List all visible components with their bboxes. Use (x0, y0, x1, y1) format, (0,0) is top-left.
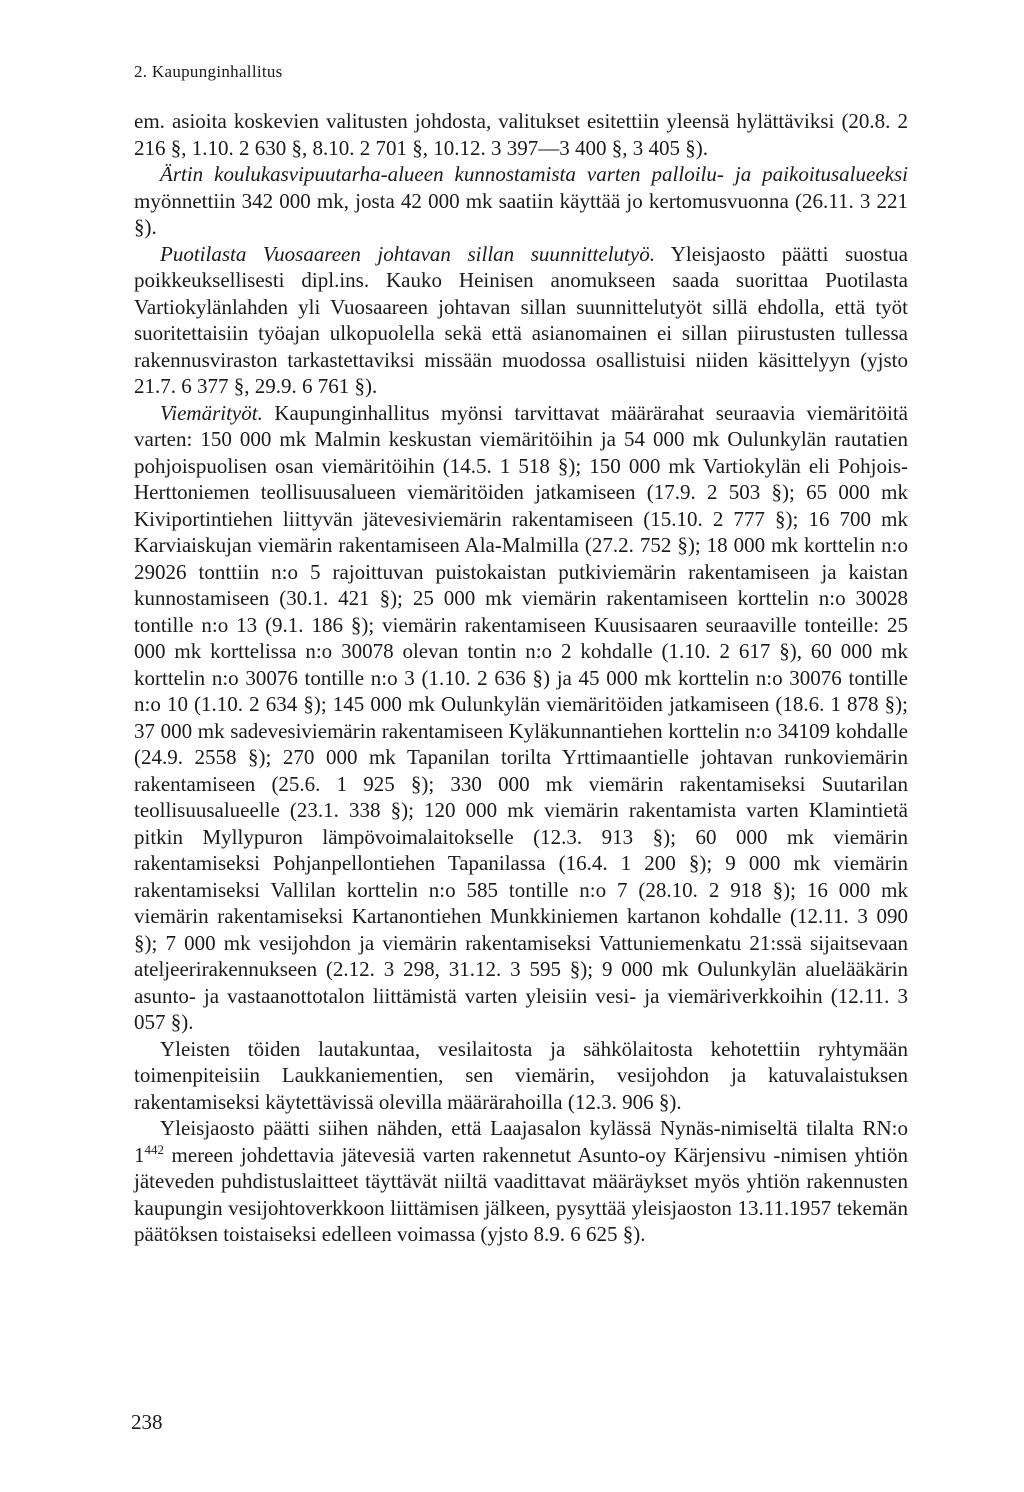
paragraph-laajasalo-wastewater (134, 1115, 908, 1248)
paragraph-laukkaniementie (134, 1036, 908, 1116)
paragraph-text: Kaupunginhallitus myönsi tarvittavat määrärahat seuraavia viemäritöitä varten: 150 000 mk Malmin keskustan viemäritöihin ja 54 000 mk Oulunkylän rautatien pohjoispuolisen osan viemäritöihin (14.5. 1 518 §); 150 000 mk Vartiokylän eli Pohjois-Herttoniemen teollisuusalueen viemäritöiden jatkamiseen (17.9. 2 503 §); 65 000 mk Kiviportintiehen liittyvän jätevesiviemärin rakentamiseen (15.10. 2 777 §); 16 700 mk Karviaiskujan viemärin rakentamiseen Ala-Malmilla (27.2. 752 §); 18 000 mk korttelin n:o 29026 tonttiin n:o 5 rajoittuvan puistokaistan putkiviemärin rakentamiseen ja kaistan kunnostamiseen (30.1. 421 §); 25 000 mk viemärin rakentamiseen korttelin n:o 30028 tontille n:o 13 (9.1. 186 §); viemärin rakentamiseen Kuusisaaren seuraaville tonteille: 25 000 mk korttelissa n:o 30078 olevan tontin n:o 2 kohdalle (1.10. 2 617 §), 60 000 mk korttelin n:o 30076 tontille n:o 3 (1.10. 2 636 §) ja 45 000 mk korttelin n:o 30076 tontille n:o 10 (1.10. 2 634 §); 145 000 mk Oulunkylän viemäritöiden jatkamiseen (18.6. 1 878 §); 37 000 mk sadevesiviemärin rakentamiseen Kyläkunnantiehen korttelin n:o 34109 kohdalle (24.9. 2558 §); 270 000 mk Tapanilan torilta Yrttimaantielle johtavan runkoviemärin rakentamiseen (25.6. 1 925 §); 330 000 mk viemärin rakentamiseksi Suutarilan teollisuusalueelle (23.1. 338 §); 120 000 mk viemärin rakentamista varten Klamintietä pitkin Myllypuron lämpövoimalaitokselle (12.3. 913 §); 60 000 mk viemärin rakentamiseksi Pohjanpellontiehen Tapanilassa (16.4. 1 200 §); 9 000 mk viemärin rakentamiseksi Vallilan korttelin n:o 585 tontille n:o 7 (28.10. 2 918 §); 16 000 mk viemärin rakentamiseksi Kartanontiehen Munkkiniemen kartanon kohdalle (12.11. 3 090 §); 7 000 mk vesijohdon ja viemärin rakentamiseksi Vattuniemenkatu 21:ssä sijaitsevaan ateljeerirakennukseen (2.12. 3 298, 31.12. 3 595 §); 9 000 mk Oulunkylän aluelääkärin asunto- ja vastaanottotalon liittämistä varten yleisiin vesi- ja viemäriverkkoihin (12.11. 3 057 §). (134, 400, 908, 1034)
paragraph-text: em. asioita koskevien valitusten johdosta, valitukset esitettiin yleensä hylättäviksi (20.8. 2 216 §, 1.10. 2 630 §, 8.10. 2 701 §, 10.12. 3 397—3 400 §, 3 405 §). (134, 109, 908, 160)
page-number: 238 (131, 1410, 163, 1434)
body-text (134, 108, 908, 1248)
paragraph-sewer-works (134, 400, 908, 1036)
paragraph-text: myönnettiin 342 000 mk, josta 42 000 mk saatiin käyttää jo kertomusvuonna (26.11. 3 221 §). (134, 188, 908, 239)
paragraph-appeals (134, 108, 908, 161)
paragraph-heading: Ärtin koulukasvipuutarha-alueen kunnostamista varten palloilu- ja paikoitusalueeksi (160, 162, 908, 186)
running-head: 2. Kaupunginhallitus (134, 62, 283, 81)
paragraph-bridge-design (134, 241, 908, 400)
paragraph-text: Yleisjaosto päätti suostua poikkeuksellisesti dipl.ins. Kauko Heinisen anomukseen saada suorittaa Puotilasta Vartiokylänlahden yli Vuosaareen johtavan sillan suunnittelutyöt sillä ehdolla, että työt suoritettaisiin työajan ulkopuolella sekä että asianomainen ei sillan piirustusten tullessa rakennusviraston tarkastettaviksi missään muodossa osallistuisi niiden käsittelyyn (yjsto 21.7. 6 377 §, 29.9. 6 761 §). (134, 241, 908, 398)
paragraph-text: Yleisten töiden lautakuntaa, vesilaitosta ja sähkölaitosta kehotettiin ryhtymään toimenpiteisiin Laukkaniementien, sen viemärin, vesijohdon ja katuvalaistuksen rakentamiseksi käytettävissä olevilla määrärahoilla (12.3. 906 §). (134, 1036, 908, 1114)
paragraph-text-before: Yleisjaosto päätti siihen nähden, että Laajasalon kylässä Nynäs-nimiseltä tilalta RN:o 1 (134, 1116, 908, 1167)
paragraph-heading: Viemärityöt. (160, 400, 263, 425)
paragraph-superscript: 442 (144, 1141, 164, 1157)
paragraph-arti-playground (134, 161, 908, 241)
paragraph-text-after: mereen johdettavia jätevesiä varten rakennetut Asunto-oy Kärjensivu -nimisen yhtiön jäteveden puhdistuslaitteet täyttävät niiltä vaadittavat määräykset myös yhtiön rakennusten kaupungin vesijohtoverkkoon liittämisen jälkeen, pysyttää yleisjaoston 13.11.1957 tekemän päätöksen toistaiseksi edelleen voimassa (yjsto 8.9. 6 625 §). (134, 1142, 909, 1246)
paragraph-heading: Puotilasta Vuosaareen johtavan sillan suunnittelutyö. (160, 241, 655, 266)
